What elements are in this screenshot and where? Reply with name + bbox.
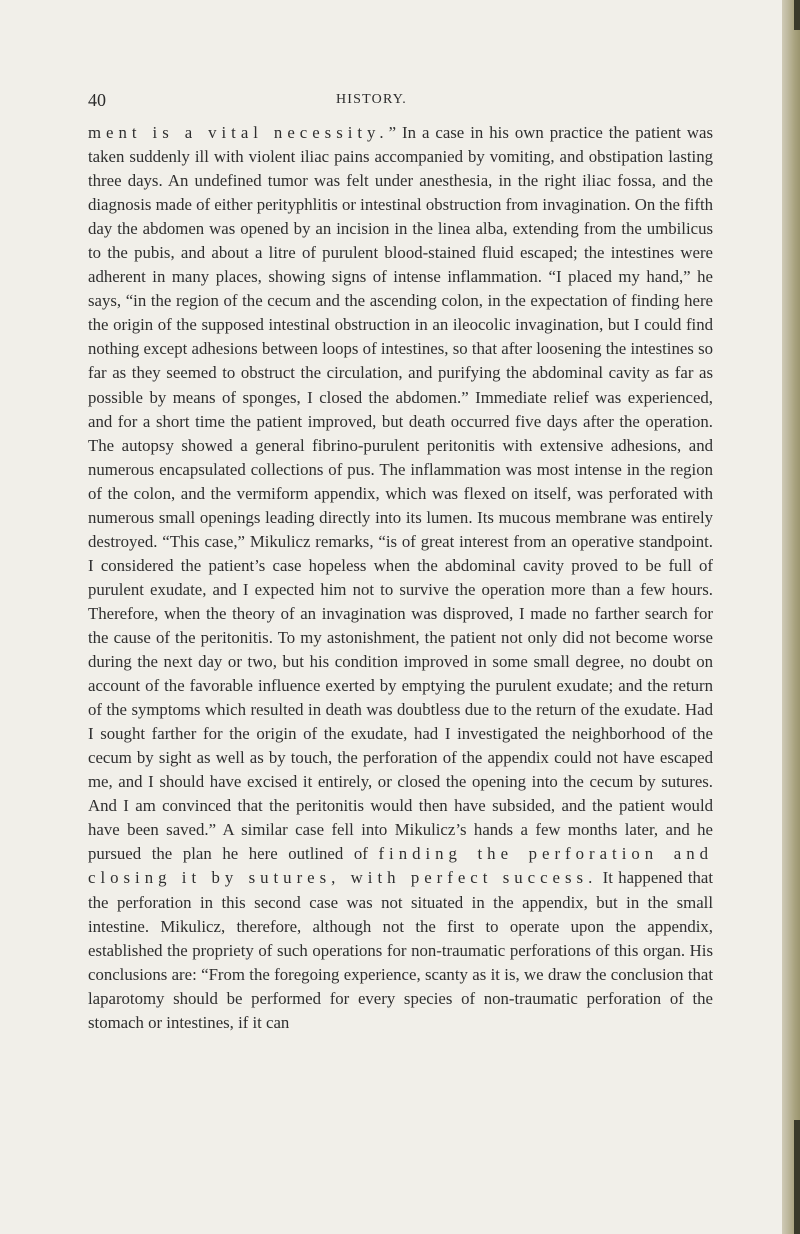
page-edge-mark (794, 1120, 800, 1234)
body-text-segment: It happened that the perforation in this second case was not situated in the appendix, but in the small intestine. Mikulicz, therefore, although not the first to operate upon the appendix, established the propriety of such operations for non-traumatic perforations of this organ. His conclusions are: “From the foregoing experience, scanty as it is, we draw the conclusion that laparotomy should be performed for every species of non-traumatic perforation of the stomach or intestines, if it can (88, 868, 713, 1032)
emphasized-spaced-text: ment is a vital necessity. (88, 123, 389, 142)
body-text-segment: ” In a case in his own practice the patient was taken suddenly ill with violent iliac pains accompanied by vomiting, and obstipation lasting three days. An undefined tumor was felt under anesthesia, in the right iliac fossa, and the diagnosis made of either perityphlitis or intestinal obstruction from invagination. On the fifth day the abdomen was opened by an incision in the linea alba, extending from the umbilicus to the pubis, and about a litre of purulent blood-stained fluid escaped; the intestines were adherent in many places, showing signs of intense inflammation. “I placed my hand,” he says, “in the region of the cecum and the ascending colon, in the expectation of finding here the origin of the supposed intestinal obstruction in an ileocolic invagination, but I could find nothing except adhesions between loops of intestines, so that after loosening the intestines so far as they seemed to obstruct the circulation, and purifying the abdominal cavity as far as possible by means of sponges, I closed the abdomen.” Immediate relief was experienced, and for a short time the patient improved, but death occurred five days after the operation. The autopsy showed a general fibrino-purulent peritonitis with extensive adhesions, and numerous encapsulated collections of pus. The inflammation was most intense in the region of the colon, and the vermiform appendix, which was flexed on itself, was perforated with numerous small openings leading directly into its lumen. Its mucous membrane was entirely destroyed. “This case,” Mikulicz remarks, “is of great interest from an operative standpoint. I considered the patient’s case hopeless when the abdominal cavity proved to be full of purulent exudate, and I expected him not to survive the operation more than a few hours. Therefore, when the theory of an invagination was disproved, I made no farther search for the cause of the peritonitis. To my astonishment, the patient not only did not become worse during the next day or two, but his condition improved in some small degree, no doubt on account of the favorable influence exerted by emptying the purulent exudate; and the return of the symptoms which resulted in death was doubtless due to the return of the exudate. Had I sought farther for the origin of the exudate, had I investigated the neighborhood of the cecum by sight as well as by touch, the perforation of the appendix could not have escaped me, and I should have excised it entirely, or closed the opening into the cecum by sutures. And I am convinced that the peritonitis would then have subsided, and the patient would have been saved.” A similar case fell into Mikulicz’s hands a few months later, and he pursued the plan he here outlined of (88, 123, 713, 864)
page-number: 40 (88, 90, 106, 110)
running-head (88, 90, 713, 116)
running-title: HISTORY. (336, 92, 407, 107)
page-edge-mark (794, 0, 800, 30)
body-paragraph (88, 121, 713, 1035)
emphasized-spaced-text: finding the perforation and closing it by sutures, with perfect success. (88, 844, 713, 888)
page-edge-shadow (782, 0, 800, 1234)
